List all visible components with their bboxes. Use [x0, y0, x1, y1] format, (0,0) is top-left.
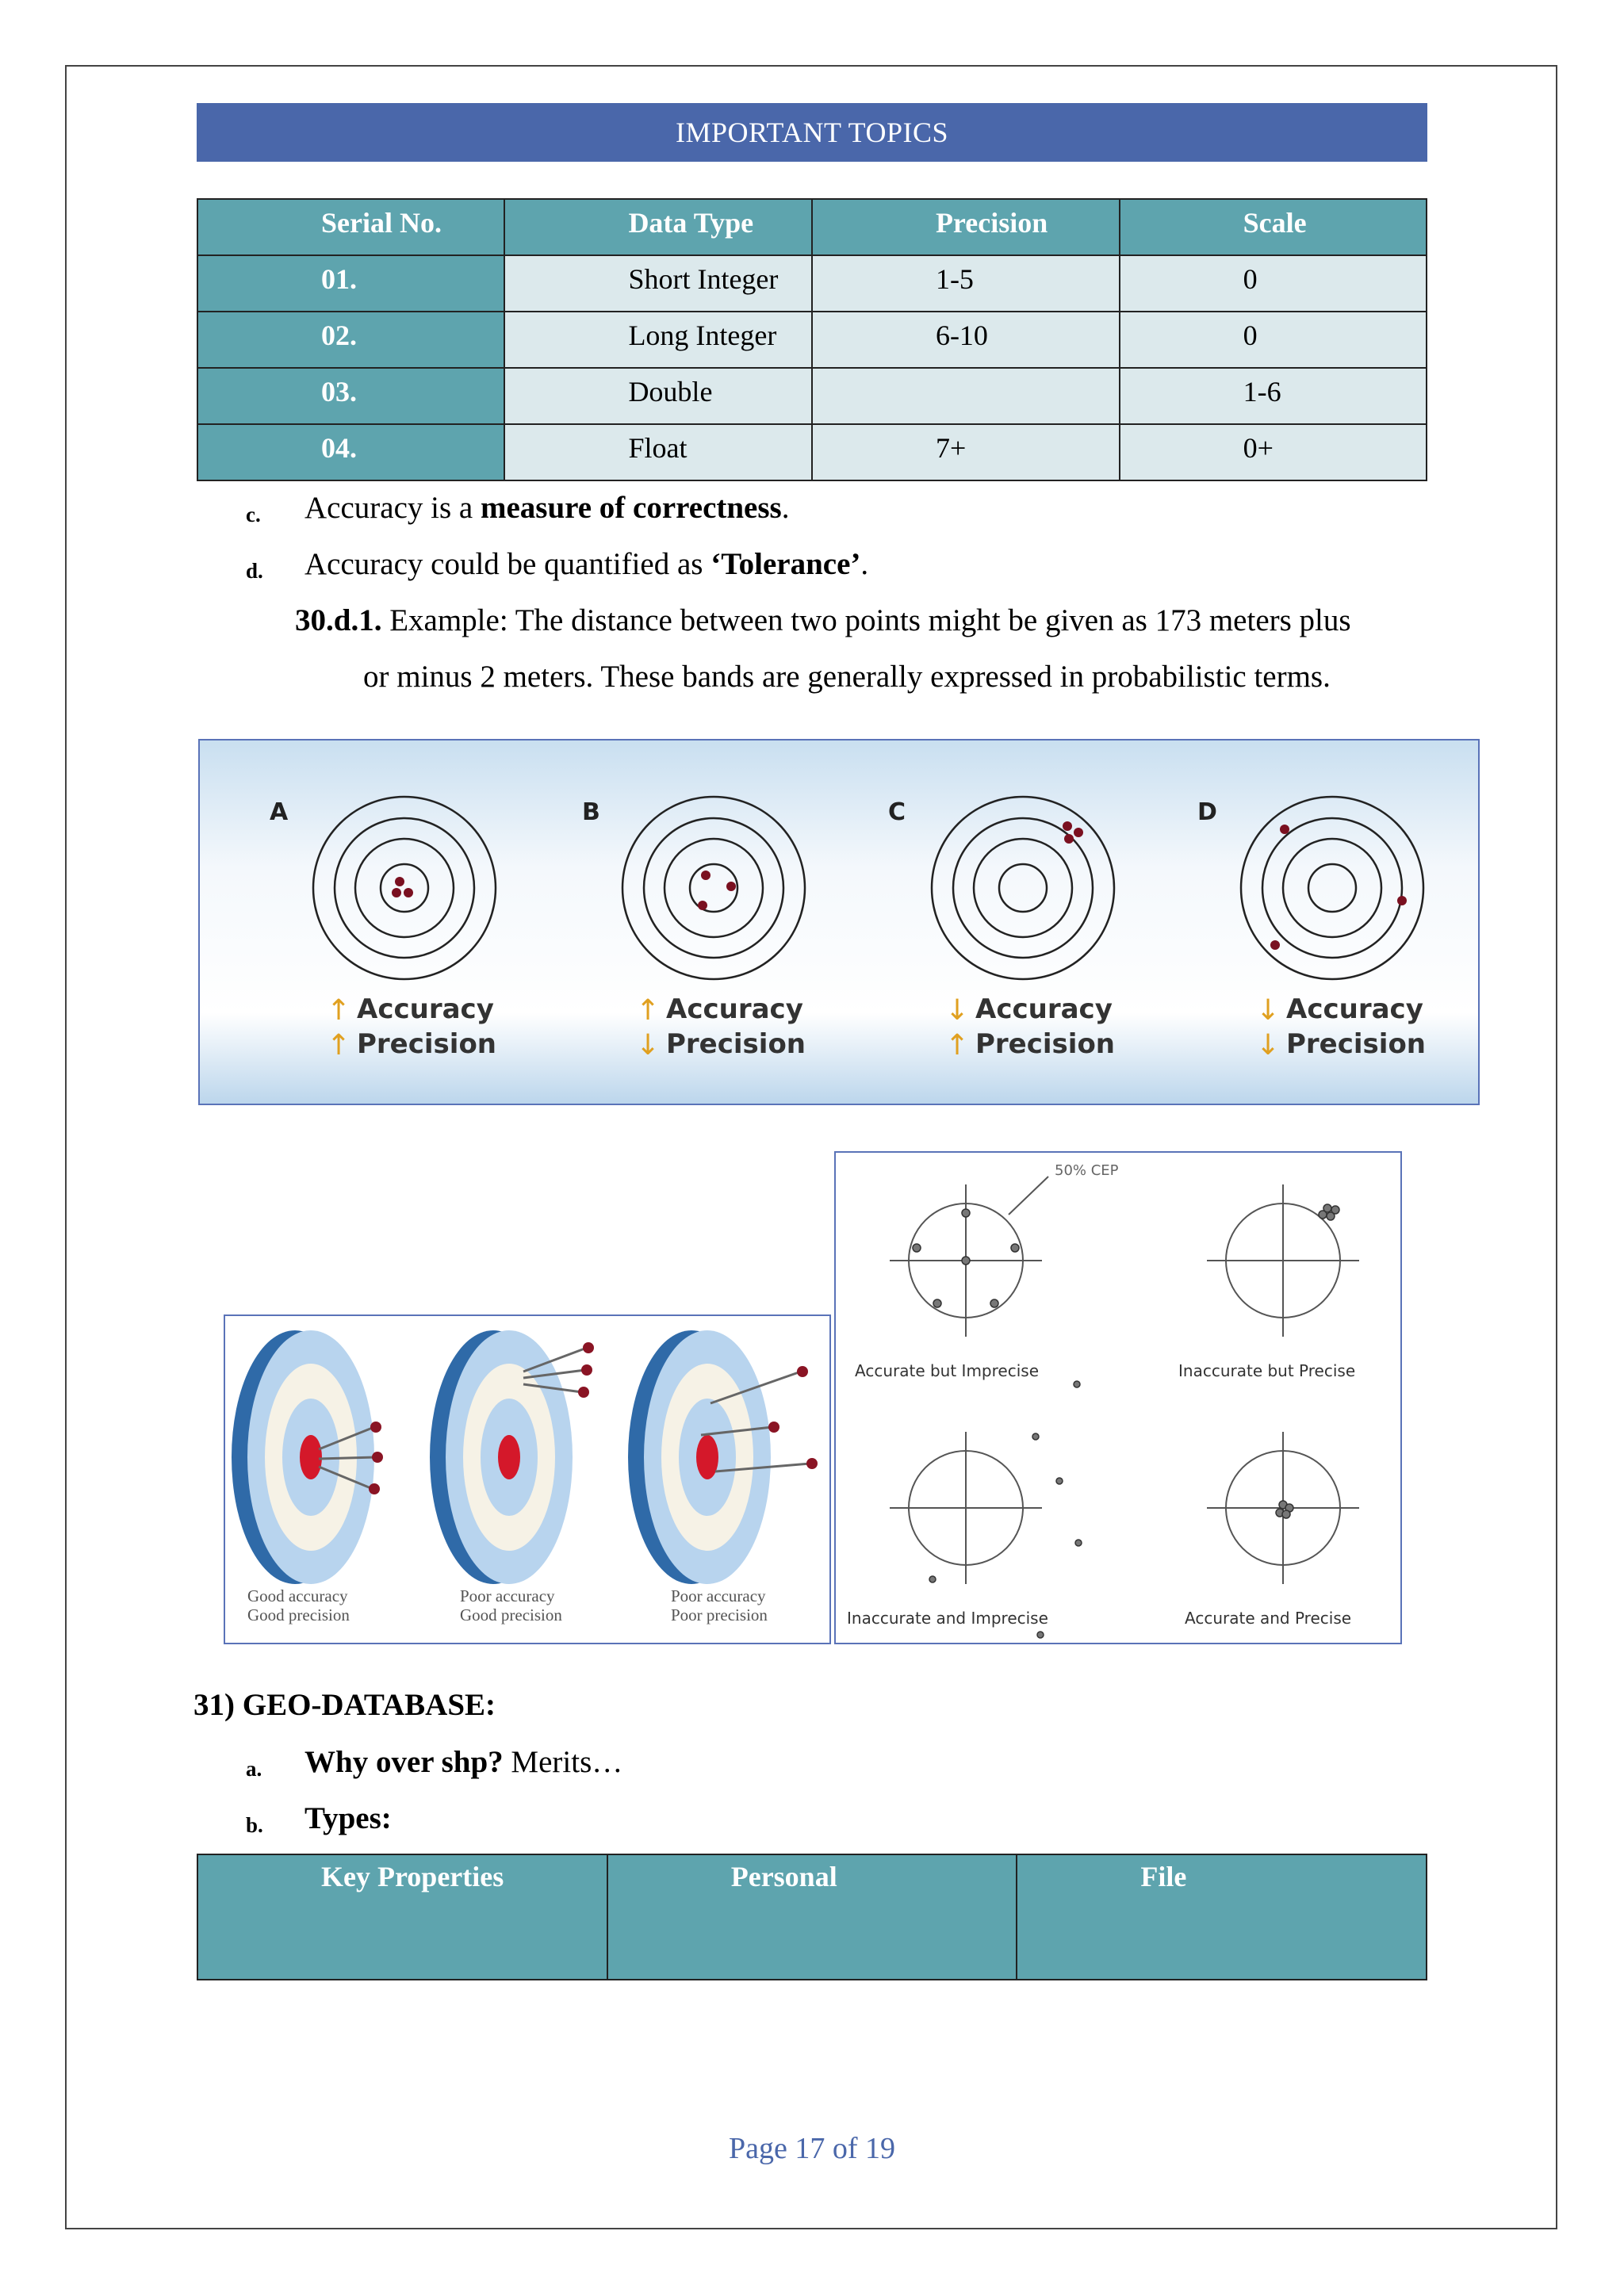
data-type-cell: Long Integer [504, 312, 812, 368]
cep-figure [834, 1151, 1402, 1644]
point-d-bold: ‘Tolerance’ [710, 547, 861, 581]
cep-caption-4: Accurate and Precise [1185, 1609, 1352, 1628]
darts-caption-3-line2: Poor precision [671, 1605, 768, 1624]
darts-caption-1-line2: Good precision [247, 1605, 350, 1624]
example-text-1: Example: The distance between two points might be given as 173 meters plus [389, 603, 1351, 637]
point-c-bold: measure of correctness [480, 491, 782, 525]
dartboard-1 [232, 1330, 383, 1584]
table-header-row [197, 1854, 1427, 1980]
data-type-cell: Float [504, 424, 812, 480]
cep-caption-1: Accurate but Imprecise [855, 1361, 1039, 1380]
example-number: 30.d.1. [295, 603, 382, 637]
dartboard-2 [430, 1330, 594, 1584]
panel-a-accuracy: Accuracy [357, 993, 494, 1025]
column-header-precision: Precision [812, 199, 1120, 255]
serial-cell: 04. [197, 424, 504, 480]
section-31-b-bold: Types: [304, 1801, 392, 1835]
panel-letter-c: C [888, 798, 906, 826]
column-header-serial: Serial No. [197, 199, 504, 255]
scale-cell: 0 [1120, 255, 1427, 312]
table-row [197, 424, 1427, 480]
point-d-text [304, 546, 868, 582]
table-row [197, 255, 1427, 312]
darts-caption-2-line2: Good precision [460, 1605, 562, 1624]
panel-letter-d: D [1197, 798, 1217, 826]
section-31-heading [193, 1687, 496, 1723]
serial-cell: 03. [197, 368, 504, 424]
darts-figure [224, 1314, 831, 1644]
panel-c-precision: Precision [975, 1028, 1116, 1060]
point-d-pre: Accuracy could be quantified as [304, 547, 711, 581]
panel-d-accuracy: Accuracy [1286, 993, 1423, 1025]
point-c-marker: c. [246, 503, 261, 526]
section-31-a-marker: a. [246, 1757, 262, 1781]
geodatabase-types-table [197, 1854, 1427, 1980]
example-line-1 [295, 603, 1351, 638]
svg-text:↓: ↓ [945, 994, 970, 1027]
targets-svg [200, 740, 1478, 1104]
darts-caption-2-line1: Poor accuracy [460, 1586, 555, 1605]
cep-caption-3: Inaccurate and Imprecise [847, 1609, 1048, 1628]
section-31-a-bold: Why over shp? [304, 1745, 504, 1779]
section-31-b-marker: b. [246, 1813, 263, 1837]
panel-b-precision: Precision [666, 1028, 806, 1060]
data-type-cell: Short Integer [504, 255, 812, 312]
page-number: Page 17 of 19 [728, 2132, 896, 2165]
precision-cell: 1-5 [812, 255, 1120, 312]
panel-c-accuracy: Accuracy [975, 993, 1113, 1025]
darts-caption-1-line1: Good accuracy [247, 1586, 348, 1605]
column-header-scale: Scale [1120, 199, 1427, 255]
section-31-a-rest: Merits… [503, 1745, 623, 1779]
panel-letter-a: A [270, 798, 289, 826]
panel-letter-b: B [582, 798, 600, 826]
scale-cell: 0 [1120, 312, 1427, 368]
point-c-post: . [781, 491, 790, 525]
header-title: IMPORTANT TOPICS [197, 103, 1427, 162]
svg-text:↓: ↓ [636, 1029, 661, 1062]
column-header-file: File [1017, 1854, 1427, 1980]
point-d-post: . [860, 547, 869, 581]
point-c-pre: Accuracy is a [304, 491, 481, 525]
data-type-table [197, 198, 1427, 481]
scale-cell: 1-6 [1120, 368, 1427, 424]
accuracy-precision-targets-figure [198, 739, 1480, 1105]
point-c-text [304, 490, 789, 526]
svg-text:↓: ↓ [1256, 994, 1281, 1027]
precision-cell: 7+ [812, 424, 1120, 480]
panel-a-precision: Precision [357, 1028, 497, 1060]
precision-cell [812, 368, 1120, 424]
svg-text:↑: ↑ [945, 1029, 970, 1062]
svg-text:↓: ↓ [1256, 1029, 1281, 1062]
serial-cell: 02. [197, 312, 504, 368]
section-31-b-text [304, 1800, 392, 1836]
cep-svg [836, 1153, 1400, 1643]
table-row [197, 368, 1427, 424]
column-header-data-type: Data Type [504, 199, 812, 255]
panel-d-precision: Precision [1286, 1028, 1427, 1060]
darts-caption-3-line1: Poor accuracy [671, 1586, 766, 1605]
example-line-2: or minus 2 meters. These bands are generally expressed in probabilistic terms. [363, 660, 1331, 694]
cep-caption-2: Inaccurate but Precise [1178, 1361, 1356, 1380]
dartboard-3 [628, 1330, 818, 1584]
scale-cell: 0+ [1120, 424, 1427, 480]
precision-cell: 6-10 [812, 312, 1120, 368]
svg-text:↑: ↑ [327, 1029, 351, 1062]
data-type-cell: Double [504, 368, 812, 424]
column-header-key-properties: Key Properties [197, 1854, 607, 1980]
section-31-number: 31) [193, 1688, 235, 1722]
panel-b-accuracy: Accuracy [666, 993, 803, 1025]
column-header-personal: Personal [607, 1854, 1017, 1980]
table-header-row [197, 199, 1427, 255]
point-d-marker: d. [246, 559, 263, 583]
svg-text:↑: ↑ [327, 994, 351, 1027]
serial-cell: 01. [197, 255, 504, 312]
svg-text:↑: ↑ [636, 994, 661, 1027]
darts-svg [225, 1316, 829, 1643]
cep-label: 50% CEP [1055, 1162, 1119, 1179]
section-31-a-text [304, 1744, 622, 1780]
table-row [197, 312, 1427, 368]
section-31-title: GEO-DATABASE: [242, 1688, 496, 1722]
